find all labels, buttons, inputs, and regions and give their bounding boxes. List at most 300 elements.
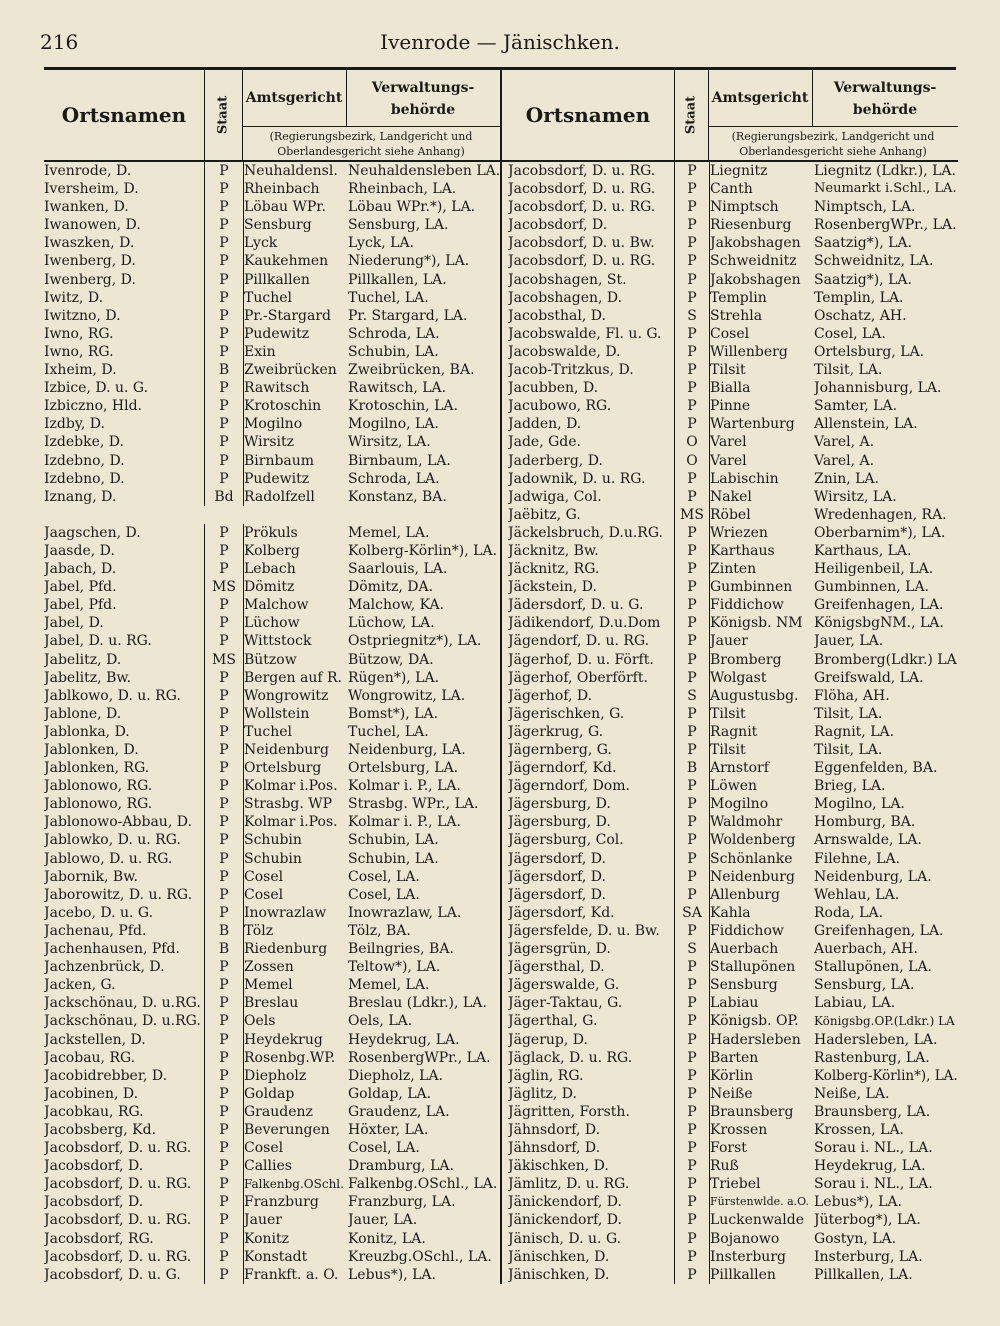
place-name: Jacobsdorf, RG. [44, 1230, 154, 1247]
verwaltungsbehoerde: Ortelsburg, LA. [348, 760, 459, 777]
header-staat-label: Staat [215, 95, 231, 135]
header-verwaltung-line-1: Verwaltungs- [371, 80, 475, 96]
amtsgericht: Goldap [244, 1085, 295, 1102]
place-name: Jablonken, D. [44, 742, 139, 758]
verwaltungsbehoerde: Jauer, LA. [348, 1212, 418, 1229]
place-name: Jaasde, D. [44, 542, 115, 559]
place-name: Jägerndorf, Kd. [508, 760, 617, 777]
verwaltungsbehoerde: Jauer, LA. [814, 633, 884, 650]
verwaltungsbehoerde: Schubin, LA. [348, 850, 439, 867]
state-code: MS [204, 578, 244, 596]
verwaltungsbehoerde: Oels, LA. [348, 1013, 413, 1030]
verwaltungsbehoerde: Wirsitz, LA. [814, 488, 897, 505]
verwaltungsbehoerde: Neuhaldensleben LA. [348, 163, 500, 179]
amtsgericht: Lyck [244, 235, 278, 252]
amtsgericht: Auerbach [710, 941, 779, 958]
verwaltungsbehoerde: Varel, A. [814, 434, 875, 451]
table-row [44, 651, 500, 669]
verwaltungsbehoerde: Roda, LA. [814, 904, 884, 921]
state-code: P [204, 470, 244, 488]
state-code: P [674, 1157, 710, 1175]
amtsgericht: Lebach [244, 561, 296, 578]
table-row [502, 1248, 958, 1266]
amtsgericht: Sensburg [244, 217, 312, 234]
amtsgericht: Inowrazlaw [244, 904, 327, 921]
amtsgericht: Tilsit [710, 362, 746, 379]
place-name: Jacubben, D. [508, 380, 599, 397]
amtsgericht: Bromberg [710, 651, 782, 668]
table-row [502, 1139, 958, 1157]
amtsgericht: Tuchel [244, 723, 292, 740]
place-name: Jachenhausen, Pfd. [44, 941, 180, 958]
amtsgericht: Schweidnitz [710, 253, 797, 270]
place-name: Jäcknitz, RG. [508, 561, 600, 578]
amtsgericht: Fürstenwlde. a.O. [710, 1195, 810, 1209]
amtsgericht: Callies [244, 1158, 292, 1175]
state-code: P [204, 433, 244, 451]
place-name: Iwenberg, D. [44, 271, 136, 288]
amtsgericht: Schubin [244, 832, 302, 849]
amtsgericht: Ragnit [710, 723, 758, 740]
table-row [44, 1193, 500, 1211]
table-row [502, 922, 958, 940]
state-code: P [204, 1139, 244, 1157]
place-name: Jabelitz, Bw. [44, 669, 132, 686]
verwaltungsbehoerde: Liegnitz (Ldkr.), LA. [814, 163, 956, 179]
table-row [44, 1049, 500, 1067]
amtsgericht: Kolmar i.Pos. [244, 814, 338, 831]
table-row [502, 1031, 958, 1049]
table-row [502, 397, 958, 415]
place-name: Jabel, D. [44, 615, 104, 632]
place-name: Izbice, D. u. G. [44, 380, 149, 397]
verwaltungsbehoerde: Sensburg, LA. [348, 217, 449, 234]
amtsgericht: Kolmar i.Pos. [244, 778, 338, 795]
amtsgericht: Fiddichow [710, 922, 784, 939]
state-code: P [674, 180, 710, 198]
state-code: P [204, 632, 244, 650]
verwaltungsbehoerde: Gumbinnen, LA. [814, 579, 930, 596]
table-row [502, 452, 958, 470]
amtsgericht: Königsb. NM [710, 615, 803, 632]
verwaltungsbehoerde: Varel, A. [814, 452, 875, 469]
verwaltungsbehoerde: RosenbergWPr., LA. [814, 217, 957, 234]
amtsgericht: Neuhaldensl. [244, 163, 338, 179]
state-code: O [674, 452, 710, 470]
place-name: Jacobsdorf, D. u. RG. [44, 1212, 192, 1229]
state-code: P [204, 759, 244, 777]
place-name: Jackschönau, D. u.RG. [44, 1013, 201, 1030]
state-code: P [674, 596, 710, 614]
verwaltungsbehoerde: Strasbg. WPr., LA. [348, 796, 479, 813]
place-name: Jägerischken, G. [508, 705, 625, 722]
amtsgericht: Strehla [710, 307, 763, 324]
verwaltungsbehoerde: Dömitz, DA. [348, 579, 434, 596]
place-name: Jänisch, D. u. G. [508, 1230, 622, 1247]
state-code: S [674, 940, 710, 958]
verwaltungsbehoerde: Mogilno, LA. [348, 416, 439, 433]
state-code: P [674, 958, 710, 976]
place-name: Izbiczno, Hld. [44, 398, 143, 415]
amtsgericht: Bojanowo [710, 1230, 780, 1247]
table-row [44, 1103, 500, 1121]
state-code: P [674, 1193, 710, 1211]
header-note [242, 126, 500, 161]
state-code: P [674, 488, 710, 506]
state-code: P [674, 289, 710, 307]
amtsgericht: Löbau WPr. [244, 199, 326, 216]
table-row [502, 614, 958, 632]
amtsgericht: Braunsberg [710, 1103, 794, 1120]
state-code: P [674, 741, 710, 759]
amtsgericht: Wittstock [244, 633, 312, 650]
state-code: P [204, 198, 244, 216]
place-name: Jacobsdorf, D. u. RG. [44, 1248, 192, 1265]
verwaltungsbehoerde: Eggenfelden, BA. [814, 760, 938, 777]
verwaltungsbehoerde: Tilsit, LA. [814, 742, 883, 758]
table-row [502, 180, 958, 198]
amtsgericht: Pillkallen [244, 271, 310, 288]
place-name: Jänickendorf, D. [508, 1212, 622, 1229]
place-name: Jaderberg, D. [508, 452, 603, 469]
header-note-line-2: Oberlandesgericht siehe Anhang) [277, 145, 465, 158]
amtsgericht: Heydekrug [244, 1031, 323, 1048]
verwaltungsbehoerde: Kolmar i. P., LA. [348, 814, 461, 831]
table-row [44, 216, 500, 234]
place-name: Jablowko, D. u. RG. [44, 832, 181, 849]
table-row [502, 1211, 958, 1229]
place-name: Jägerthal, G. [508, 1013, 598, 1030]
verwaltungsbehoerde: Bützow, DA. [348, 651, 434, 668]
table-row [502, 325, 958, 343]
state-code: P [674, 415, 710, 433]
state-code: P [204, 289, 244, 307]
table-row [502, 162, 958, 180]
place-name: Jadownik, D. u. RG. [508, 470, 646, 487]
verwaltungsbehoerde: RosenbergWPr., LA. [348, 1049, 491, 1066]
header-amtsgericht: Amtsgericht [708, 70, 813, 126]
table-row [44, 632, 500, 650]
state-code: P [204, 1067, 244, 1085]
place-name: Jäkischken, D. [508, 1158, 609, 1175]
amtsgericht: Wartenburg [710, 416, 795, 433]
amtsgericht: Beverungen [244, 1121, 330, 1138]
state-code: P [674, 1121, 710, 1139]
state-code: P [674, 542, 710, 560]
table-row [502, 1157, 958, 1175]
state-code: P [204, 723, 244, 741]
amtsgericht: Bützow [244, 651, 297, 668]
state-code: P [204, 994, 244, 1012]
table-row [502, 506, 958, 524]
verwaltungsbehoerde: Kolberg-Körlin*), LA. [348, 542, 498, 559]
header-note-line-2: Oberlandesgericht siehe Anhang) [739, 145, 927, 158]
amtsgericht: Riedenburg [244, 941, 328, 958]
verwaltungsbehoerde: Krotoschin, LA. [348, 398, 458, 415]
place-name: Jaagschen, D. [44, 524, 141, 541]
table-row [502, 1193, 958, 1211]
place-name: Jabel, D. u. RG. [44, 633, 152, 650]
amtsgericht: Karthaus [710, 542, 775, 559]
state-code: P [204, 216, 244, 234]
amtsgericht: Wolgast [710, 669, 767, 686]
table-row [502, 379, 958, 397]
section-gap [44, 506, 500, 524]
verwaltungsbehoerde: Königsbg.OP.(Ldkr.) LA [814, 1014, 955, 1029]
place-name: Jacobsdorf, D. u. RG. [508, 199, 656, 216]
table-row [502, 271, 958, 289]
place-name: Jämlitz, D. u. RG. [508, 1176, 630, 1193]
amtsgericht: Varel [710, 434, 747, 451]
state-code: P [674, 361, 710, 379]
table-row [502, 831, 958, 849]
state-code: P [204, 252, 244, 270]
table-row [502, 741, 958, 759]
table-row [44, 252, 500, 270]
table-row [44, 1012, 500, 1030]
table-row [44, 433, 500, 451]
verwaltungsbehoerde: Cosel, LA. [348, 886, 420, 903]
state-code: Bd [204, 488, 244, 506]
table-row [44, 488, 500, 506]
state-code: P [674, 379, 710, 397]
place-name: Jäckelsbruch, D.u.RG. [508, 524, 663, 541]
amtsgericht: Jauer [710, 633, 748, 650]
verwaltungsbehoerde: Pillkallen, LA. [814, 1266, 913, 1283]
verwaltungsbehoerde: Filehne, LA. [814, 850, 901, 867]
place-name: Ivenrode, D. [44, 163, 132, 179]
state-code: P [204, 831, 244, 849]
table-row [44, 415, 500, 433]
table-row [44, 1211, 500, 1229]
amtsgericht: Rosenbg.WP. [244, 1049, 336, 1066]
state-code: P [204, 958, 244, 976]
table-row [44, 958, 500, 976]
place-name: Izdebno, D. [44, 452, 125, 469]
state-code: P [674, 1103, 710, 1121]
place-name: Jägersdorf, D. [508, 868, 606, 885]
place-name: Jablonken, RG. [44, 760, 150, 777]
verwaltungsbehoerde: Cosel, LA. [348, 868, 420, 885]
amtsgericht: Prökuls [244, 524, 298, 541]
place-name: Jägerhof, Oberförft. [508, 669, 648, 686]
verwaltungsbehoerde: Neidenburg, LA. [348, 742, 466, 758]
state-code: P [674, 325, 710, 343]
amtsgericht: Malchow [244, 597, 309, 614]
verwaltungsbehoerde: Neidenburg, LA. [814, 868, 932, 885]
table-row [502, 307, 958, 325]
table-row [502, 651, 958, 669]
place-name: Jägritten, Forsth. [508, 1103, 630, 1120]
place-name: Iwitzno, D. [44, 307, 121, 324]
table-row [44, 669, 500, 687]
state-code: P [674, 632, 710, 650]
place-name: Iwanken, D. [44, 199, 129, 216]
state-code: P [674, 198, 710, 216]
state-code: SA [674, 904, 710, 922]
place-name: Iwanowen, D. [44, 217, 141, 234]
verwaltungsbehoerde: Lyck, LA. [348, 235, 415, 252]
verwaltungsbehoerde: Saatzig*), LA. [814, 235, 912, 252]
amtsgericht: Konitz [244, 1230, 290, 1247]
table-row [502, 234, 958, 252]
amtsgericht: Zossen [244, 959, 294, 976]
place-name: Iwitz, D. [44, 289, 104, 306]
state-code: P [204, 234, 244, 252]
amtsgericht: Templin [710, 289, 767, 306]
amtsgericht: Riesenburg [710, 217, 792, 234]
state-code: P [204, 904, 244, 922]
state-code: P [674, 1085, 710, 1103]
table-row [44, 904, 500, 922]
table-row [44, 560, 500, 578]
table-row [44, 379, 500, 397]
table-row [502, 976, 958, 994]
table-row [44, 850, 500, 868]
verwaltungsbehoerde: Auerbach, AH. [814, 941, 918, 958]
verwaltungsbehoerde: Kreuzbg.OSchl., LA. [348, 1248, 492, 1265]
header-staat [674, 70, 709, 160]
place-name: Jägersburg, Col. [508, 832, 624, 849]
header-note-line-1: (Regierungsbezirk, Landgericht und [269, 130, 473, 143]
table-row [44, 759, 500, 777]
place-name: Jaëbitz, G. [508, 506, 581, 523]
place-name: Jacobsdorf, D. u. Bw. [508, 235, 655, 252]
verwaltungsbehoerde: Dramburg, LA. [348, 1158, 454, 1175]
place-name: Jablone, D. [44, 705, 122, 722]
place-name: Jägerswalde, G. [508, 977, 620, 994]
place-name: Jacken, G. [44, 977, 116, 994]
header-verwaltungsbehoerde [346, 72, 500, 126]
verwaltungsbehoerde: KönigsbgNM., LA. [814, 615, 944, 632]
table-row [502, 1012, 958, 1030]
state-code: P [674, 470, 710, 488]
amtsgericht: Barten [710, 1049, 759, 1066]
table-row [502, 868, 958, 886]
state-code: B [674, 759, 710, 777]
amtsgericht: Ortelsburg [244, 760, 322, 777]
amtsgericht: Allenburg [710, 886, 780, 903]
state-code: P [204, 343, 244, 361]
amtsgericht: Pinne [710, 398, 751, 415]
state-code: P [204, 1103, 244, 1121]
table-row [44, 813, 500, 831]
state-code: P [674, 868, 710, 886]
place-name: Jacobsdorf, D. [508, 217, 608, 234]
state-code: P [204, 868, 244, 886]
amtsgericht: Bergen auf R. [244, 669, 342, 686]
state-code: P [204, 1085, 244, 1103]
state-code: P [674, 705, 710, 723]
table-row [502, 488, 958, 506]
table-row [44, 198, 500, 216]
verwaltungsbehoerde: Hadersleben, LA. [814, 1031, 938, 1048]
state-code: P [674, 813, 710, 831]
state-code: P [674, 976, 710, 994]
place-name: Jade, Gde. [508, 434, 581, 451]
place-name: Jäcknitz, Bw. [508, 542, 599, 559]
verwaltungsbehoerde: Heydekrug, LA. [348, 1031, 460, 1048]
place-name: Iznang, D. [44, 488, 117, 505]
verwaltungsbehoerde: Schweidnitz, LA. [814, 253, 934, 270]
verwaltungsbehoerde: Saatzig*), LA. [814, 271, 912, 288]
table-row [502, 958, 958, 976]
table-row [502, 1121, 958, 1139]
state-code: P [674, 922, 710, 940]
state-code: P [674, 1049, 710, 1067]
place-name: Jänischken, D. [508, 1248, 610, 1265]
verwaltungsbehoerde: Nimptsch, LA. [814, 199, 916, 216]
verwaltungsbehoerde: Neiße, LA. [814, 1085, 890, 1102]
table-row [502, 542, 958, 560]
table-row [502, 1266, 958, 1284]
table-row [502, 1175, 958, 1193]
place-name: Jacobsdorf, D. u. RG. [44, 1140, 192, 1157]
state-code: P [204, 1230, 244, 1248]
state-code: P [674, 777, 710, 795]
place-name: Jadwiga, Col. [508, 488, 602, 505]
verwaltungsbehoerde: Schubin, LA. [348, 832, 439, 849]
place-name: Jägerhof, D. u. Förft. [508, 651, 654, 668]
amtsgericht: Kaukehmen [244, 253, 329, 270]
state-code: P [674, 831, 710, 849]
place-name: Iversheim, D. [44, 181, 139, 198]
verwaltungsbehoerde: Ragnit, LA. [814, 723, 895, 740]
amtsgericht: Mogilno [710, 796, 769, 813]
amtsgericht: Rheinbach [244, 181, 320, 198]
amtsgericht: Tilsit [710, 742, 746, 758]
place-name: Jägerkrug, G. [508, 723, 604, 740]
table-row [44, 687, 500, 705]
verwaltungsbehoerde: Lebus*), LA. [348, 1266, 436, 1283]
table-row [44, 289, 500, 307]
amtsgericht: Strasbg. WP [244, 796, 333, 813]
amtsgericht: Zweibrücken [244, 362, 337, 379]
verwaltungsbehoerde: Tuchel, LA. [348, 289, 429, 306]
verwaltungsbehoerde: Rheinbach, LA. [348, 181, 457, 198]
place-name: Jägersgrün, D. [508, 941, 611, 958]
table-row [44, 1031, 500, 1049]
table-row [502, 1049, 958, 1067]
place-name: Iwenberg, D. [44, 253, 136, 270]
place-name: Jacobsthal, D. [508, 307, 606, 324]
place-name: Jägersfelde, D. u. Bw. [508, 922, 660, 939]
table-row [44, 976, 500, 994]
table-row [44, 886, 500, 904]
verwaltungsbehoerde: Oberbarnim*), LA. [814, 524, 946, 541]
amtsgericht: Dömitz [244, 579, 295, 596]
place-name: Jähnsdorf, D. [508, 1140, 601, 1157]
amtsgericht: Pudewitz [244, 470, 310, 487]
place-name: Jackstellen, D. [44, 1031, 146, 1048]
table-row [44, 705, 500, 723]
place-name: Jacobsdorf, D. [44, 1194, 144, 1211]
amtsgericht: Neidenburg [710, 868, 795, 885]
verwaltungsbehoerde: Rastenburg, LA. [814, 1049, 930, 1066]
verwaltungsbehoerde: Flöha, AH. [814, 687, 890, 704]
place-name: Izdby, D. [44, 416, 105, 433]
amtsgericht: Körlin [710, 1067, 754, 1084]
amtsgericht: Woldenberg [710, 832, 796, 849]
state-code: P [204, 741, 244, 759]
verwaltungsbehoerde: Allenstein, LA. [814, 416, 918, 433]
state-code: MS [674, 506, 710, 524]
verwaltungsbehoerde: Zweibrücken, BA. [348, 362, 475, 379]
amtsgericht: Memel [244, 977, 293, 994]
table-row [44, 325, 500, 343]
amtsgericht: Tuchel [244, 289, 292, 306]
amtsgericht: Diepholz [244, 1067, 307, 1084]
